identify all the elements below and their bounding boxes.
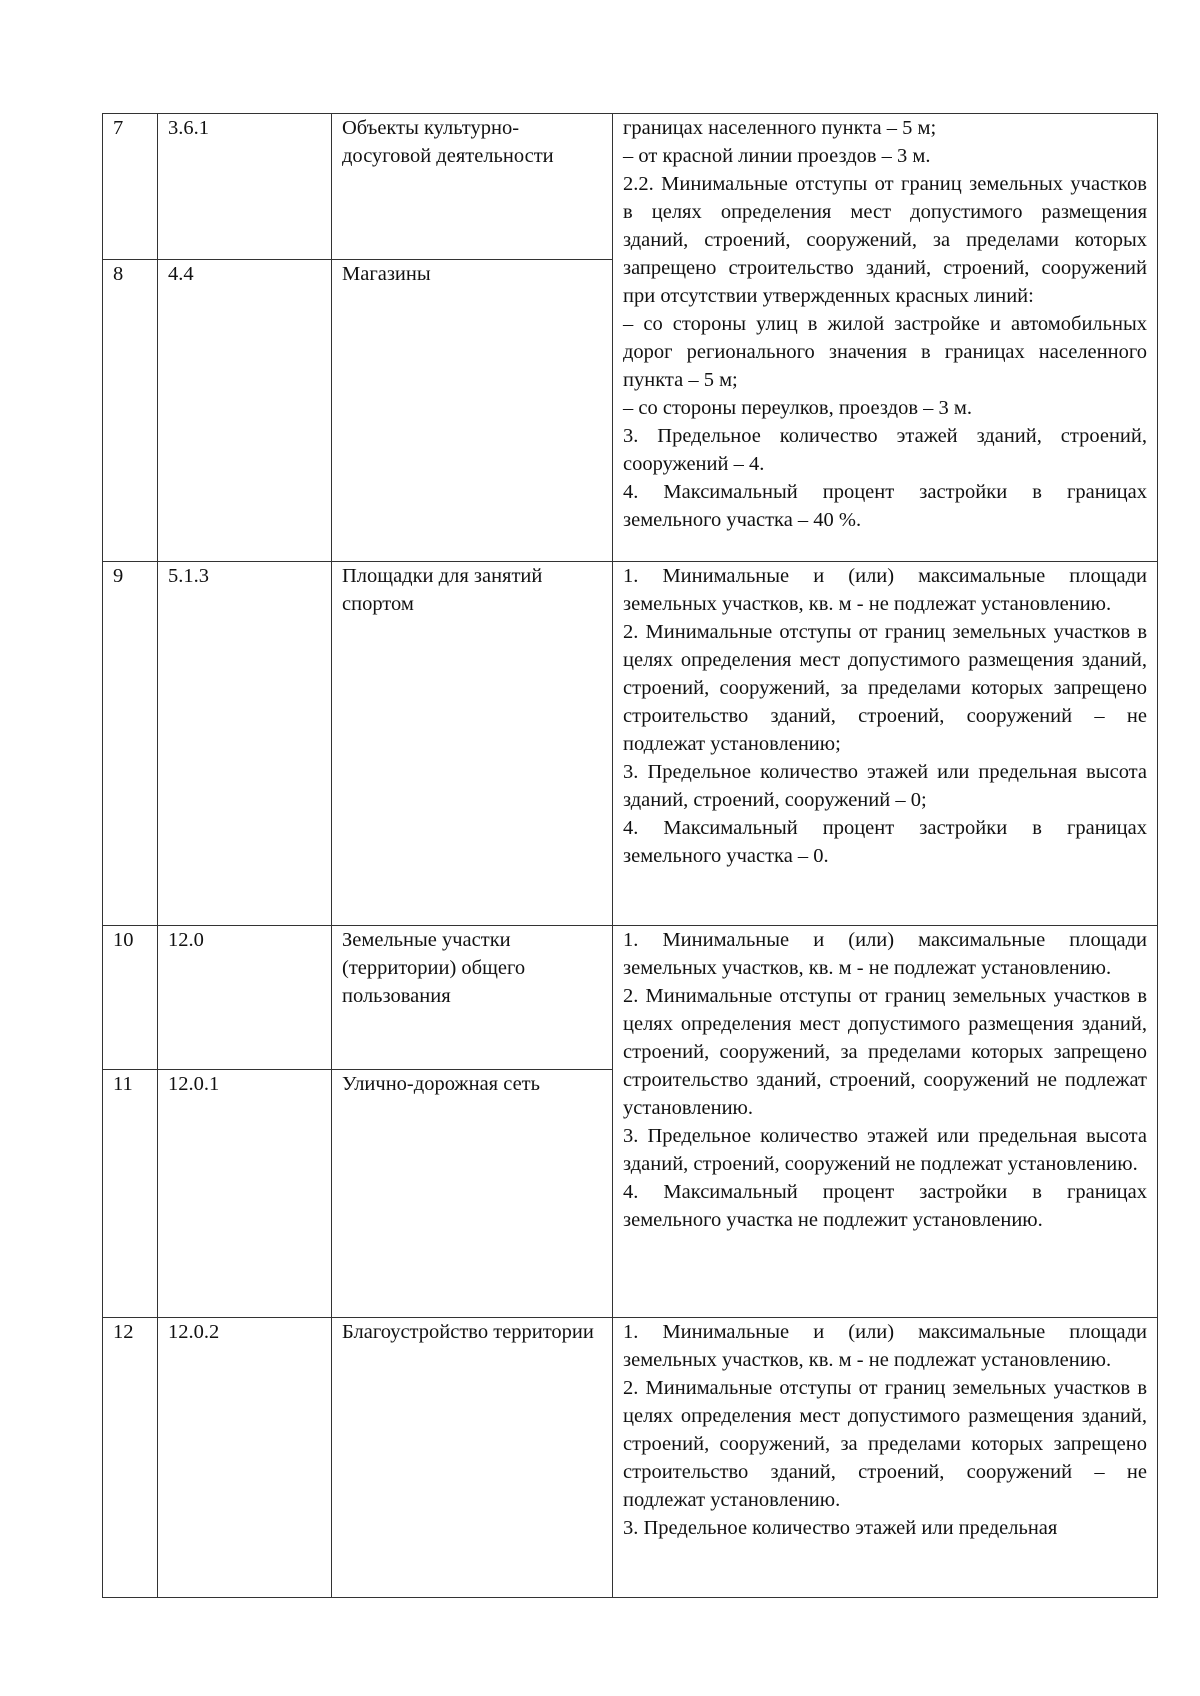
use-code: 12.0.1 bbox=[158, 1070, 332, 1318]
requirements-cell bbox=[613, 562, 1158, 926]
table-row bbox=[103, 1318, 1158, 1598]
paragraph: 3. Предельное количество этажей зданий, строений, сооружений – 4. bbox=[623, 425, 1147, 475]
row-number: 7 bbox=[103, 114, 158, 260]
paragraph: границах населенного пункта – 5 м; bbox=[623, 117, 937, 139]
paragraph: – от красной линии проездов – 3 м. bbox=[623, 145, 931, 167]
paragraph: 3. Предельное количество этажей или предельная bbox=[623, 1517, 1058, 1539]
use-code: 3.6.1 bbox=[158, 114, 332, 260]
use-name: Благоустройство территории bbox=[332, 1318, 613, 1598]
paragraph: 1. Минимальные и (или) максимальные площади земельных участков, кв. м - не подлежат установлению. bbox=[623, 1321, 1147, 1371]
requirements-cell bbox=[613, 114, 1158, 562]
row-number: 12 bbox=[103, 1318, 158, 1598]
use-name: Земельные участки (территории) общего пользования bbox=[332, 926, 613, 1070]
paragraph: 3. Предельное количество этажей или предельная высота зданий, строений, сооружений не подлежат установлению. bbox=[623, 1125, 1147, 1175]
requirements-cell bbox=[613, 1318, 1158, 1598]
use-code: 5.1.3 bbox=[158, 562, 332, 926]
use-name: Магазины bbox=[332, 260, 613, 562]
row-number: 8 bbox=[103, 260, 158, 562]
paragraph: 1. Минимальные и (или) максимальные площади земельных участков, кв. м - не подлежат установлению. bbox=[623, 565, 1147, 615]
use-code: 12.0 bbox=[158, 926, 332, 1070]
row-number: 10 bbox=[103, 926, 158, 1070]
paragraph: 2.2. Минимальные отступы от границ земельных участков в целях определения мест допустимого размещения зданий, строений, сооружений, за пределами которых запрещено строительство зданий, строений, сооружений при отсутствии утвержденных красных линий: bbox=[623, 173, 1147, 307]
paragraph: 2. Минимальные отступы от границ земельных участков в целях определения мест допустимого размещения зданий, строений, сооружений, за пределами которых запрещено строительство зданий, строений, сооружений – не подлежат установлению; bbox=[623, 621, 1147, 755]
paragraph: – со стороны переулков, проездов – 3 м. bbox=[623, 397, 972, 419]
table-row bbox=[103, 114, 1158, 260]
requirements-cell bbox=[613, 926, 1158, 1318]
paragraph: – со стороны улиц в жилой застройке и автомобильных дорог регионального значения в границах населенного пункта – 5 м; bbox=[623, 313, 1147, 391]
regulations-table bbox=[102, 113, 1158, 1598]
use-name: Объекты культурно-досуговой деятельности bbox=[332, 114, 613, 260]
use-name: Улично-дорожная сеть bbox=[332, 1070, 613, 1318]
paragraph: 4. Максимальный процент застройки в границах земельного участка – 0. bbox=[623, 817, 1147, 867]
table-row bbox=[103, 926, 1158, 1070]
paragraph: 3. Предельное количество этажей или предельная высота зданий, строений, сооружений – 0; bbox=[623, 761, 1147, 811]
paragraph: 1. Минимальные и (или) максимальные площади земельных участков, кв. м - не подлежат установлению. bbox=[623, 929, 1147, 979]
paragraph: 2. Минимальные отступы от границ земельных участков в целях определения мест допустимого размещения зданий, строений, сооружений, за пределами которых запрещено строительство зданий, строений, сооружений не подлежат установлению. bbox=[623, 985, 1147, 1119]
use-name: Площадки для занятий спортом bbox=[332, 562, 613, 926]
row-number: 11 bbox=[103, 1070, 158, 1318]
paragraph: 2. Минимальные отступы от границ земельных участков в целях определения мест допустимого размещения зданий, строений, сооружений, за пределами которых запрещено строительство зданий, строений, сооружений – не подлежат установлению. bbox=[623, 1377, 1147, 1511]
table-row bbox=[103, 562, 1158, 926]
use-code: 4.4 bbox=[158, 260, 332, 562]
use-code: 12.0.2 bbox=[158, 1318, 332, 1598]
paragraph: 4. Максимальный процент застройки в границах земельного участка – 40 %. bbox=[623, 481, 1147, 531]
row-number: 9 bbox=[103, 562, 158, 926]
paragraph: 4. Максимальный процент застройки в границах земельного участка не подлежит установлению. bbox=[623, 1181, 1147, 1231]
